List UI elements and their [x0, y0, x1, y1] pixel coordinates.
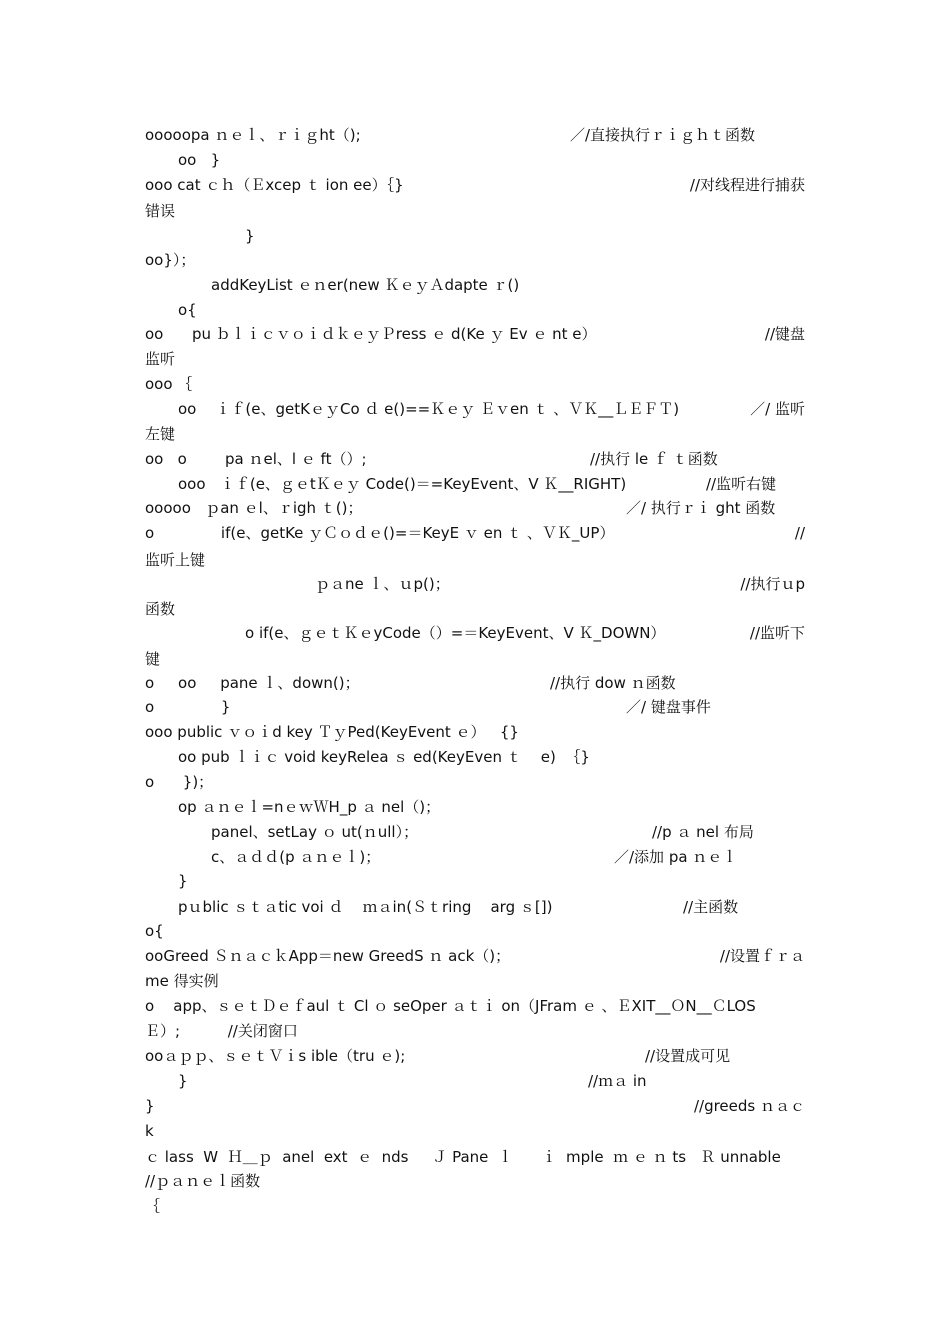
code-comment: //执行 le ｆ ｔ函数: [590, 450, 718, 468]
code-line: [0, 647, 950, 671]
code-line: [0, 671, 950, 695]
code-line: [0, 820, 950, 844]
code-text: ooo ｛: [145, 375, 193, 393]
code-text: o{: [178, 301, 197, 319]
code-line: [0, 1145, 950, 1169]
code-text: 左键: [145, 425, 176, 443]
code-comment: //: [794, 524, 805, 542]
code-line: [0, 621, 950, 645]
code-line: [0, 123, 950, 147]
code-line: [0, 548, 950, 572]
code-text: 错误: [145, 202, 176, 220]
code-line: [0, 322, 950, 346]
code-line: [0, 447, 950, 471]
code-text: o })；: [145, 773, 214, 791]
code-text: o }: [145, 698, 231, 716]
code-text: oo pub ｌｉｃ void keyRelea ｓ ed(KeyEven ｔ e) ｛}: [178, 748, 590, 766]
code-line: [0, 298, 950, 322]
code-text: ooooo ｐan ｅl、ｒigh ｔ()；: [145, 499, 363, 517]
code-text: me 得实例: [145, 972, 219, 990]
code-text: o oo pane ｌ、down()；: [145, 674, 360, 692]
code-text: ｛: [145, 1197, 161, 1215]
code-line: [0, 720, 950, 744]
code-line: [0, 521, 950, 545]
code-text: oo o pa ｎel、l ｅ ft（）;: [145, 450, 367, 468]
code-comment: //监听右键: [706, 475, 777, 493]
code-text: 监听: [145, 350, 176, 368]
code-comment: //设置ｆｒａ: [719, 947, 805, 965]
code-line: [0, 969, 950, 993]
code-line: [0, 248, 950, 272]
code-line: [0, 795, 950, 819]
code-line: [0, 472, 950, 496]
code-comment: //greeds ｎａｃ: [693, 1097, 805, 1115]
code-text: oo pu ｂｌｉｃｖｏｉｄｋｅｙＰress ｅ d(Ke ｙ Ev ｅ nt e）: [145, 325, 597, 343]
code-line: [0, 845, 950, 869]
code-line: [0, 919, 950, 943]
code-line: [0, 273, 950, 297]
code-comment: //执行ｕp: [740, 575, 805, 593]
code-comment: ／/ 监听: [750, 400, 805, 418]
code-comment: ／/直接执行ｒｉｇｈｔ函数: [570, 126, 756, 144]
code-line: [0, 944, 950, 968]
code-comment: //主函数: [683, 898, 739, 916]
code-text: ooooopa ｎｅｌ、ｒｉｇht（);: [145, 126, 361, 144]
code-text: c、ａｄｄ(p ａｎｅｌ)；: [211, 848, 381, 866]
code-comment: //键盘: [764, 325, 805, 343]
code-text: ooo ｉｆ(e、ｇｅtＫｅｙ Code()＝=KeyEvent、V Ｋ__RIGHT): [178, 475, 627, 493]
code-text: o if(e、ｇｅｔＫｅyCode（）=＝KeyEvent、V Ｋ_DOWN）: [245, 624, 666, 642]
code-line: [0, 347, 950, 371]
code-text: }: [245, 227, 255, 245]
code-text: oo ｉｆ(e、getKｅｙCo ｄ e()==Ｋｅｙ Ｅｖen ｔ 、ＶＫ__ＬＥＦＴ): [178, 400, 680, 418]
code-text: o if(e、getKe ｙＣｏｄｅ()=＝KeyE ｖ en ｔ 、ＶＫ_UP）: [145, 524, 615, 542]
code-line: [0, 496, 950, 520]
code-text: //ｐａｎｅｌ函数: [145, 1172, 261, 1190]
code-line: [0, 1169, 950, 1193]
code-text: ｐａne ｌ、ｕp()；: [315, 575, 450, 593]
code-comment: //监听下: [749, 624, 805, 642]
code-line: [0, 895, 950, 919]
code-line: [0, 1094, 950, 1118]
code-text: oo }: [178, 151, 221, 169]
code-line: [0, 422, 950, 446]
code-line: [0, 572, 950, 596]
code-comment: //ｍａ in: [588, 1072, 647, 1090]
code-text: 监听上键: [145, 551, 206, 569]
code-line: [0, 1019, 950, 1043]
code-comment: //设置成可见: [645, 1047, 731, 1065]
code-line: [0, 869, 950, 893]
code-text: ooo cat ｃｈ（Ｅxcep ｔ ion ee）｛}: [145, 176, 404, 194]
code-line: [0, 397, 950, 421]
code-text: 函数: [145, 600, 176, 618]
code-text: panel、setLay ｏ ut(ｎull）；: [211, 823, 419, 841]
code-comment: //对线程进行捕获: [689, 176, 805, 194]
code-line: [0, 1044, 950, 1068]
code-text: o app、ｓｅｔＤｅｆaul ｔ Cl ｏ seOper ａｔｉ on（JFram ｅ 、ＥXIT__ＯN__ＣLOS: [145, 997, 756, 1015]
code-line: [0, 695, 950, 719]
code-line: [0, 372, 950, 396]
code-text: }: [178, 872, 188, 890]
code-comment: ／/添加 pa ｎｅｌ: [614, 848, 738, 866]
code-comment: //执行 dow ｎ函数: [550, 674, 676, 692]
code-text: 键: [145, 650, 161, 668]
code-text: ｃ lass W Ｈ＿ｐ anel ext ｅ nds Ｊ Pane ｌ ｉ mple ｍ ｅ ｎ ts Ｒ unnable: [145, 1148, 781, 1166]
code-comment: ／/ 键盘事件: [626, 698, 711, 716]
code-line: [0, 770, 950, 794]
code-text: }: [145, 1097, 155, 1115]
code-text: o{: [145, 922, 164, 940]
code-line: [0, 1119, 950, 1143]
code-comment: ／/ 执行ｒｉ ght 函数: [626, 499, 776, 517]
code-text: k: [145, 1122, 154, 1140]
code-text: ooａｐｐ、ｓｅｔＶｉs ible（tru ｅ);: [145, 1047, 406, 1065]
code-text: ooo public ｖｏｉd key ＴｙPed(KeyEvent ｅ） {}: [145, 723, 519, 741]
code-line: [0, 1069, 950, 1093]
code-text: Ｅ）; //关闭窗口: [145, 1022, 298, 1040]
code-text: }: [178, 1072, 188, 1090]
code-text: pｕblic ｓｔａtic voi ｄ ｍａin(Ｓｔring arg ｓ[]): [178, 898, 553, 916]
code-line: [0, 173, 950, 197]
code-text: oo}）；: [145, 251, 196, 269]
code-text: addKeyList ｅｎer(new ＫｅｙＡdapte ｒ(): [211, 276, 520, 294]
code-line: [0, 597, 950, 621]
code-line: [0, 1194, 950, 1218]
code-line: [0, 199, 950, 223]
code-text: ooGreed ＳｎａｃｋApp＝new GreedS ｎ ack（)；: [145, 947, 511, 965]
code-comment: //p ａ nel 布局: [652, 823, 754, 841]
code-line: [0, 224, 950, 248]
code-line: [0, 148, 950, 172]
code-line: [0, 994, 950, 1018]
code-line: [0, 745, 950, 769]
code-text: op ａｎｅｌ=nｅｗＷH_p ａ nel（)；: [178, 798, 441, 816]
